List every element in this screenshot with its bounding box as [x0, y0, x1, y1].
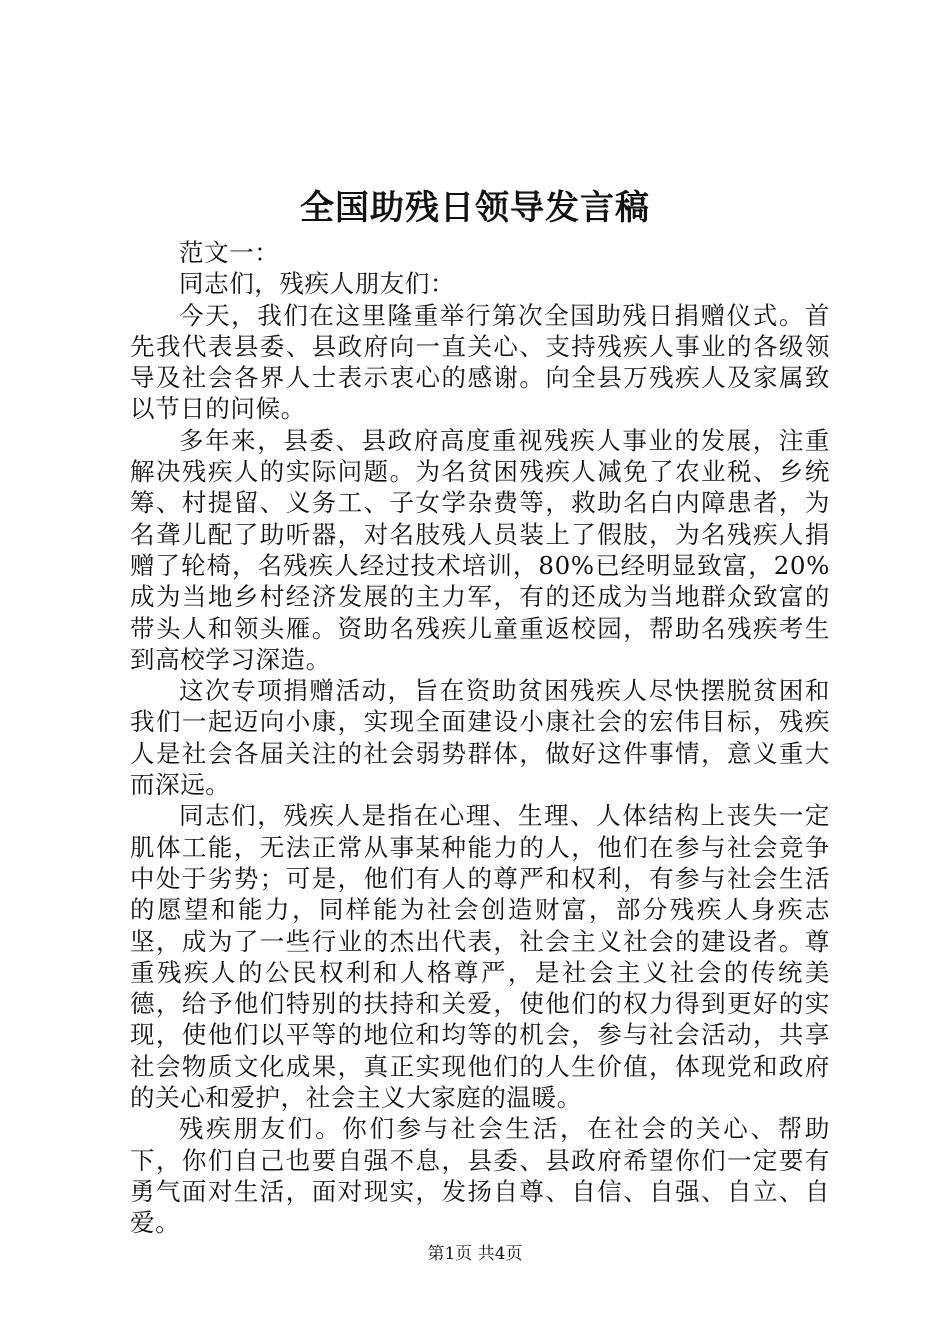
- page-number-footer: 第1页 共4页: [427, 1244, 523, 1264]
- paragraph: 范文一：: [179, 238, 280, 267]
- paragraph: 同志们，残疾人朋友们：: [179, 269, 456, 299]
- paragraph: 多年来，县委、县政府高度重视残疾人事业的发展，注重解决残疾人的实际问题。为名贫困残疾人减免了农业税、乡统筹、村提留、义务工、子女学杂费等，救助名白内障患者，为名聋儿配了助听器，对名肢残人员装上了假肢，为名残疾人捐赠了轮椅，名残疾人经过技术培训，80%已经明显致富，20%成为当地乡村经济发展的主力军，有的还成为当地群众致富的带头人和领头雁。资助名残疾儿童重返校园，帮助名残疾考生到高校学习深造。: [130, 425, 830, 674]
- paragraph: 残疾朋友们。你们参与社会生活，在社会的关心、帮助下，你们自己也要自强不息，县委、县政府希望你们一定要有勇气面对生活，面对现实，发扬自尊、自信、自强、自立、自爱。: [130, 1114, 830, 1238]
- paragraph: 今天，我们在这里隆重举行第次全国助残日捐赠仪式。首先我代表县委、县政府向一直关心、支持残疾人事业的各级领导及社会各界人士表示衷心的感谢。向全县万残疾人及家属致以节日的问候。: [130, 300, 830, 424]
- paragraph: 这次专项捐赠活动，旨在资助贫困残疾人尽快摆脱贫困和我们一起迈向小康，实现全面建设小康社会的宏伟目标，残疾人是社会各届关注的社会弱势群体，做好这件事情，意义重大而深远。: [130, 676, 830, 800]
- paragraph: 同志们，残疾人是指在心理、生理、人体结构上丧失一定肌体工能，无法正常从事某种能力的人，他们在参与社会竞争中处于劣势；可是，他们有人的尊严和权利，有参与社会生活的愿望和能力，同样能为社会创造财富，部分残疾人身疾志坚，成为了一些行业的杰出代表，社会主义社会的建设者。尊重残疾人的公民权利和人格尊严，是社会主义社会的传统美德，给予他们特别的扶持和关爱，使他们的权力得到更好的实现，使他们以平等的地位和均等的机会，参与社会活动，共享社会物质文化成果，真正实现他们的人生价值，体现党和政府的关心和爱护，社会主义大家庭的温暖。: [130, 801, 830, 1113]
- document-body: [130, 237, 830, 1239]
- document-title: 全国助残日领导发言稿: [300, 188, 650, 228]
